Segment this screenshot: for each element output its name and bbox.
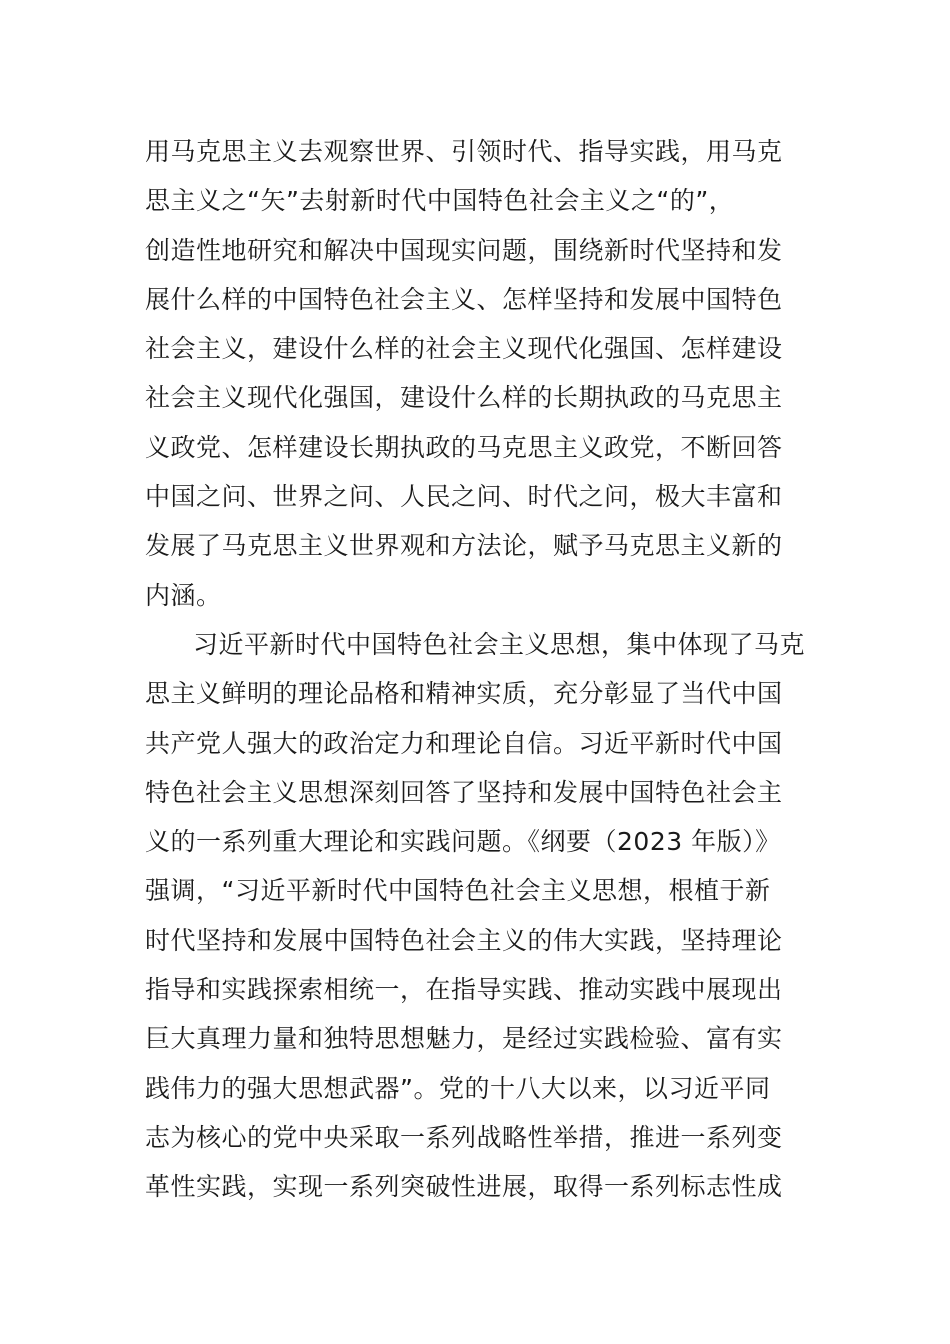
- text-line: 内涵。: [145, 580, 222, 610]
- text-line: 社会主义现代化强国，建设什么样的长期执政的马克思主: [145, 383, 783, 413]
- text-line: 特色社会主义思想深刻回答了坚持和发展中国特色社会主: [145, 777, 783, 807]
- body-text: [145, 127, 815, 1212]
- text-line: 践伟力的强大思想武器”。党的十八大以来，以习近平同: [145, 1073, 771, 1103]
- text-line: 时代坚持和发展中国特色社会主义的伟大实践，坚持理论: [145, 925, 783, 955]
- text-line: 发展了马克思主义世界观和方法论，赋予马克思主义新的: [145, 531, 783, 561]
- text-line: 思主义之“矢”去射新时代中国特色社会主义之“的”，: [145, 186, 735, 216]
- text-line: 义政党、怎样建设长期执政的马克思主义政党，不断回答: [145, 432, 783, 462]
- text-line: 社会主义，建设什么样的社会主义现代化强国、怎样建设: [145, 334, 783, 364]
- text-line: 指导和实践探索相统一，在指导实践、推动实践中展现出: [145, 975, 783, 1005]
- text-line: 义的一系列重大理论和实践问题。《纲要（2023 年版）》: [145, 827, 781, 857]
- text-line: 革性实践，实现一系列突破性进展，取得一系列标志性成: [145, 1172, 783, 1202]
- text-line: 强调，“习近平新时代中国特色社会主义思想，根植于新: [145, 876, 771, 906]
- text-line: 志为核心的党中央采取一系列战略性举措，推进一系列变: [145, 1122, 783, 1152]
- text-line: 创造性地研究和解决中国现实问题，围绕新时代坚持和发: [145, 235, 783, 265]
- text-line: 思主义鲜明的理论品格和精神实质，充分彰显了当代中国: [145, 679, 783, 709]
- text-line: 用马克思主义去观察世界、引领时代、指导实践，用马克: [145, 137, 783, 166]
- paragraph-2: [145, 620, 815, 1212]
- text-line: 共产党人强大的政治定力和理论自信。习近平新时代中国: [145, 728, 783, 758]
- text-line: 习近平新时代中国特色社会主义思想，集中体现了马克: [193, 629, 806, 659]
- text-line: 巨大真理力量和独特思想魅力，是经过实践检验、富有实: [145, 1024, 783, 1054]
- text-line: 中国之问、世界之问、人民之问、时代之问，极大丰富和: [145, 482, 783, 512]
- paragraph-1: [145, 127, 815, 620]
- text-line: 展什么样的中国特色社会主义、怎样坚持和发展中国特色: [145, 284, 783, 314]
